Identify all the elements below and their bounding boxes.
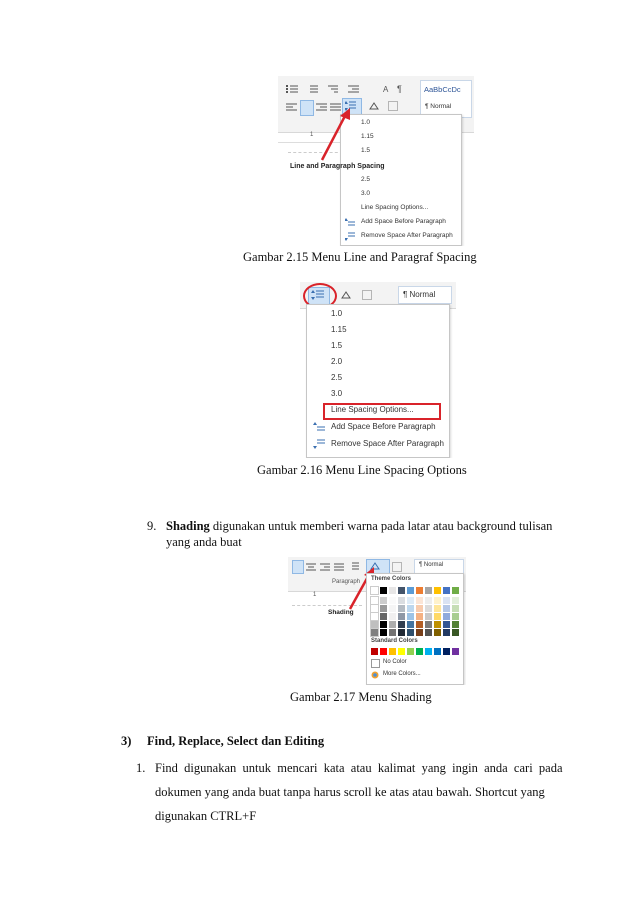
menu-item-remove-space-after[interactable]: Remove Space After Paragraph — [331, 439, 444, 448]
theme-color-swatch[interactable] — [380, 613, 387, 620]
figure-2-16-caption: Gambar 2.16 Menu Line Spacing Options — [257, 463, 467, 477]
section-item-1-line2: dokumen yang anda buat tanpa harus scroll ke atas atau bawah. Shortcut yang — [155, 785, 545, 799]
menu-item-remove-space-after[interactable]: Remove Space After Paragraph — [361, 232, 453, 239]
standard-color-swatch[interactable] — [389, 648, 396, 655]
menu-item-1-0[interactable]: 1.0 — [361, 119, 371, 126]
style-name: ¶ Normal — [425, 103, 452, 110]
bullets-icon[interactable] — [286, 84, 302, 94]
figure-2-15-screenshot — [278, 76, 474, 246]
standard-color-swatch[interactable] — [443, 648, 450, 655]
theme-color-swatch[interactable] — [434, 587, 441, 594]
theme-color-swatch[interactable] — [380, 629, 387, 636]
theme-color-swatch[interactable] — [434, 597, 441, 604]
menu-item-add-space-before[interactable]: Add Space Before Paragraph — [331, 422, 436, 431]
theme-color-swatch[interactable] — [398, 621, 405, 628]
callout-arrow — [318, 106, 358, 166]
style-name: ¶ Normal — [419, 562, 444, 568]
ruler-mark: 1 — [313, 592, 317, 598]
theme-color-swatch[interactable] — [416, 613, 423, 620]
pilcrow-icon[interactable] — [396, 84, 406, 94]
shading-icon[interactable] — [340, 290, 352, 300]
theme-color-swatch[interactable] — [425, 613, 432, 620]
borders-icon[interactable] — [362, 290, 372, 300]
menu-item-line-spacing-options[interactable]: Line Spacing Options... — [361, 204, 429, 211]
align-right-icon[interactable] — [320, 563, 330, 571]
menu-item-3-0[interactable]: 3.0 — [361, 190, 371, 197]
theme-color-swatch[interactable] — [443, 629, 450, 636]
more-colors-option[interactable]: More Colors... — [383, 671, 421, 677]
theme-color-swatch[interactable] — [434, 629, 441, 636]
menu-item-1-5[interactable]: 1.5 — [361, 147, 371, 154]
theme-color-swatch[interactable] — [425, 629, 432, 636]
theme-color-swatch[interactable] — [389, 621, 396, 628]
ruler-mark: 1 — [310, 132, 314, 138]
theme-color-swatch[interactable] — [434, 613, 441, 620]
section-item-1-number: 1. — [136, 761, 146, 775]
theme-color-swatch[interactable] — [407, 621, 414, 628]
theme-color-swatch[interactable] — [389, 629, 396, 636]
theme-color-swatch[interactable] — [389, 613, 396, 620]
theme-color-swatch[interactable] — [371, 605, 378, 612]
menu-item-1-15[interactable]: 1.15 — [331, 325, 347, 334]
menu-item-3-0[interactable]: 3.0 — [331, 389, 343, 398]
theme-color-swatch[interactable] — [371, 597, 378, 604]
figure-2-17-screenshot — [288, 557, 466, 685]
menu-item-add-space-before[interactable]: Add Space Before Paragraph — [361, 218, 446, 225]
theme-color-swatch[interactable] — [398, 597, 405, 604]
decrease-indent-icon[interactable] — [348, 84, 360, 94]
theme-color-swatch[interactable] — [398, 613, 405, 620]
svg-text:A: A — [383, 85, 389, 94]
multilevel-list-icon[interactable] — [326, 84, 342, 94]
color-wheel-icon — [371, 671, 379, 679]
theme-color-swatch[interactable] — [380, 605, 387, 612]
borders-icon[interactable] — [392, 562, 402, 572]
theme-color-swatch[interactable] — [425, 597, 432, 604]
theme-color-swatch[interactable] — [452, 621, 459, 628]
theme-color-swatch[interactable] — [407, 587, 414, 594]
theme-color-swatch[interactable] — [371, 621, 378, 628]
standard-color-swatch[interactable] — [434, 648, 441, 655]
theme-color-swatch[interactable] — [443, 605, 450, 612]
borders-icon[interactable] — [388, 101, 398, 111]
shading-color-menu — [366, 573, 464, 685]
justify-icon[interactable] — [334, 563, 344, 571]
callout-label: Line and Paragraph Spacing — [290, 163, 385, 170]
section-title: Find, Replace, Select dan Editing — [147, 734, 325, 748]
standard-color-swatch[interactable] — [371, 648, 378, 655]
standard-color-swatch[interactable] — [398, 648, 405, 655]
theme-color-swatch[interactable] — [389, 597, 396, 604]
shading-description: digunakan untuk memberi warna pada latar atau background tulisan — [209, 519, 553, 533]
theme-color-swatch[interactable] — [380, 597, 387, 604]
theme-color-swatch[interactable] — [452, 629, 459, 636]
menu-item-1-5[interactable]: 1.5 — [331, 341, 343, 350]
theme-color-swatch[interactable] — [452, 587, 459, 594]
theme-color-swatch[interactable] — [452, 605, 459, 612]
standard-color-swatch[interactable] — [452, 648, 459, 655]
theme-color-swatch[interactable] — [371, 587, 378, 594]
theme-color-swatch[interactable] — [443, 613, 450, 620]
ribbon-group-label: Paragraph — [332, 579, 361, 585]
theme-color-swatch[interactable] — [398, 605, 405, 612]
theme-color-grid — [371, 587, 461, 637]
theme-color-swatch[interactable] — [398, 587, 405, 594]
theme-color-swatch[interactable] — [389, 605, 396, 612]
menu-item-line-spacing-options[interactable]: Line Spacing Options... — [331, 405, 414, 414]
standard-color-swatch[interactable] — [407, 648, 414, 655]
section-number: 3) — [121, 734, 132, 748]
menu-item-2-5[interactable]: 2.5 — [331, 373, 343, 382]
theme-color-swatch[interactable] — [398, 629, 405, 636]
menu-item-1-15[interactable]: 1.15 — [361, 133, 374, 140]
figure-2-17-caption: Gambar 2.17 Menu Shading — [290, 690, 432, 704]
list-item-9-line2: yang anda buat — [166, 535, 242, 549]
theme-color-swatch[interactable] — [443, 597, 450, 604]
theme-color-swatch[interactable] — [380, 587, 387, 594]
align-center-icon[interactable] — [306, 563, 316, 571]
sort-icon[interactable] — [382, 84, 392, 94]
theme-color-swatch[interactable] — [407, 613, 414, 620]
figure-2-15-caption: Gambar 2.15 Menu Line and Paragraf Spacing — [243, 250, 477, 264]
theme-colors-label: Theme Colors — [371, 576, 412, 582]
theme-color-swatch[interactable] — [371, 613, 378, 620]
menu-item-2-0[interactable]: 2.0 — [331, 357, 343, 366]
theme-color-swatch[interactable] — [434, 605, 441, 612]
theme-color-swatch[interactable] — [452, 597, 459, 604]
align-left-icon[interactable] — [286, 103, 298, 113]
align-center-button[interactable] — [300, 100, 314, 116]
shading-icon[interactable] — [368, 101, 380, 111]
theme-color-swatch[interactable] — [416, 587, 423, 594]
section-item-1-line3: digunakan CTRL+F — [155, 809, 257, 823]
standard-colors-label: Standard Colors — [371, 638, 418, 644]
standard-color-swatch[interactable] — [416, 648, 423, 655]
theme-color-swatch[interactable] — [425, 587, 432, 594]
style-name: ¶ Normal — [403, 290, 436, 299]
theme-color-swatch[interactable] — [407, 629, 414, 636]
shading-term: Shading — [166, 519, 210, 533]
no-color-option[interactable]: No Color — [383, 659, 407, 665]
menu-item-2-5[interactable]: 2.5 — [361, 176, 371, 183]
standard-color-swatch[interactable] — [380, 648, 387, 655]
theme-color-swatch[interactable] — [407, 605, 414, 612]
theme-color-swatch[interactable] — [389, 587, 396, 594]
theme-color-swatch[interactable] — [416, 629, 423, 636]
theme-color-swatch[interactable] — [371, 629, 378, 636]
theme-color-swatch[interactable] — [452, 613, 459, 620]
theme-color-swatch[interactable] — [425, 605, 432, 612]
section-item-1-line1: Find digunakan untuk mencari kata atau kalimat yang ingin anda cari pada — [155, 761, 563, 775]
no-color-swatch — [371, 659, 380, 668]
theme-color-swatch[interactable] — [443, 621, 450, 628]
theme-color-swatch[interactable] — [416, 621, 423, 628]
standard-color-row — [371, 648, 461, 656]
list-number-9: 9. — [147, 519, 157, 533]
menu-item-1-0[interactable]: 1.0 — [331, 309, 343, 318]
svg-text:¶: ¶ — [397, 84, 402, 94]
theme-color-swatch[interactable] — [425, 621, 432, 628]
callout-label: Shading — [328, 609, 354, 616]
theme-color-swatch[interactable] — [443, 587, 450, 594]
line-spacing-menu — [340, 114, 462, 246]
theme-color-swatch[interactable] — [434, 621, 441, 628]
theme-color-swatch[interactable] — [407, 597, 414, 604]
numbering-icon[interactable] — [306, 84, 322, 94]
align-left-button[interactable] — [292, 560, 304, 574]
figure-2-16-screenshot — [300, 282, 456, 458]
theme-color-swatch[interactable] — [416, 597, 423, 604]
style-preview: AaBbCcDc — [424, 85, 461, 94]
theme-color-swatch[interactable] — [380, 621, 387, 628]
line-spacing-menu — [306, 304, 450, 458]
standard-color-swatch[interactable] — [425, 648, 432, 655]
theme-color-swatch[interactable] — [416, 605, 423, 612]
